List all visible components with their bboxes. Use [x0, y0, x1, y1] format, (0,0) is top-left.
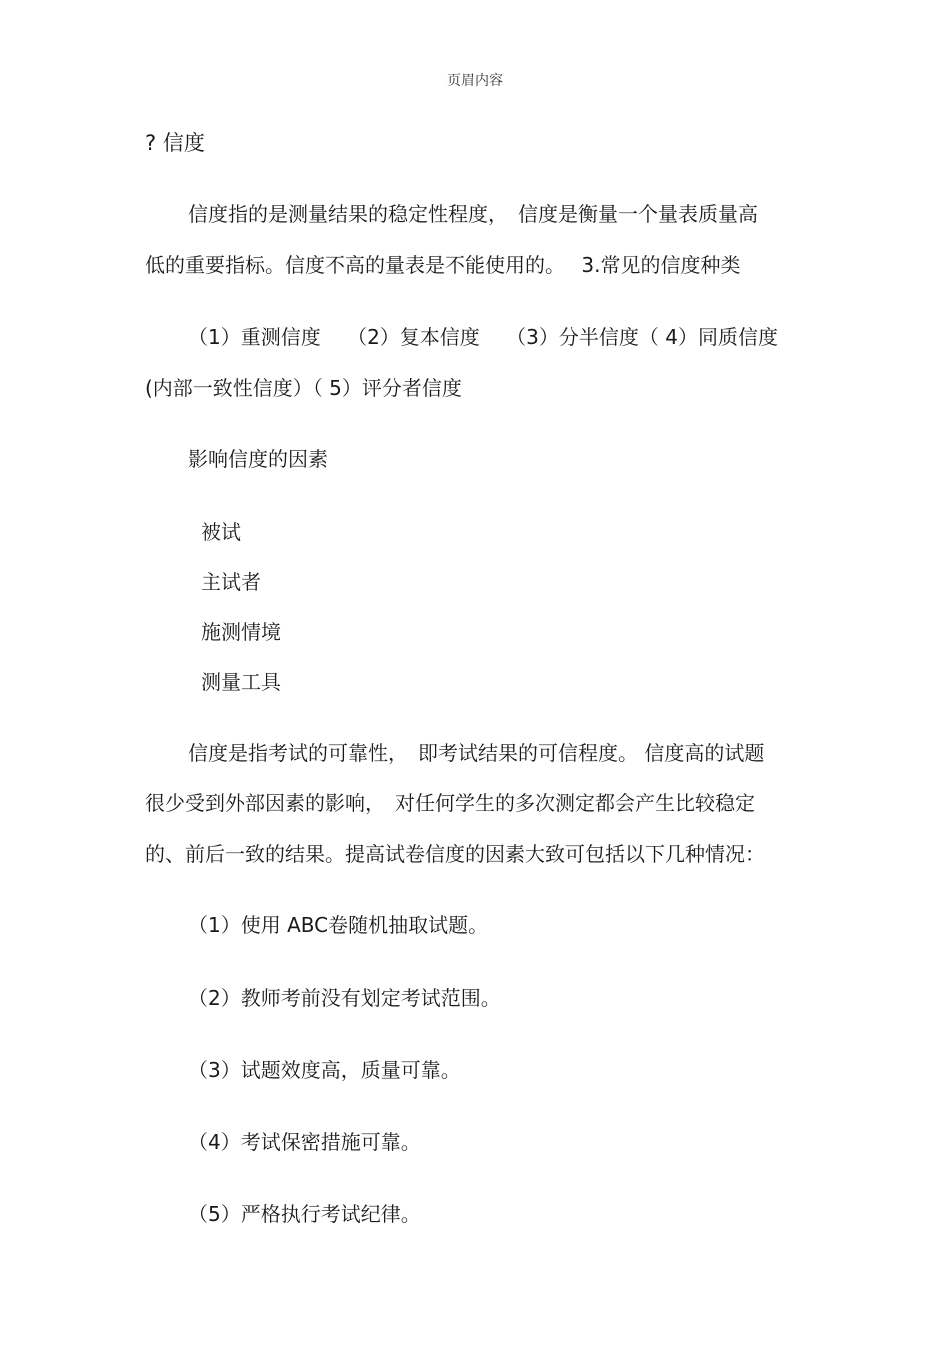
list-item: （3）试题效度高，质量可靠。	[188, 1058, 461, 1082]
list-item: （4）考试保密措施可靠。	[188, 1130, 421, 1154]
factor-item: 被试	[201, 520, 241, 544]
factors-heading: 影响信度的因素	[188, 447, 328, 471]
paragraph-1-line-1: 信度指的是测量结果的稳定性程度， 信度是衡量一个量表质量高	[188, 202, 758, 226]
paragraph-2-line-2: 很少受到外部因素的影响， 对任何学生的多次测定都会产生比较稳定	[145, 791, 755, 815]
list-item: （2）教师考前没有划定考试范围。	[188, 986, 501, 1010]
section-title: ? 信度	[145, 131, 205, 155]
reliability-types-line-2: (内部一致性信度）（ 5）评分者信度	[145, 376, 462, 400]
list-item: （1）使用 ABC卷随机抽取试题。	[188, 913, 489, 937]
paragraph-2-line-3: 的、前后一致的结果。提高试卷信度的因素大致可包括以下几种情况：	[145, 842, 765, 866]
list-item: （5）严格执行考试纪律。	[188, 1202, 421, 1226]
paragraph-2-line-1: 信度是指考试的可靠性， 即考试结果的可信程度。 信度高的试题	[188, 741, 765, 765]
page-header: 页眉内容	[447, 73, 503, 89]
factor-item: 主试者	[201, 570, 261, 594]
factor-item: 施测情境	[201, 620, 281, 644]
factor-item: 测量工具	[201, 670, 281, 694]
reliability-types-line-1: （1）重测信度 （2）复本信度 （3）分半信度（ 4）同质信度	[188, 325, 778, 349]
paragraph-1-line-2: 低的重要指标。信度不高的量表是不能使用的。 3.常见的信度种类	[145, 253, 741, 277]
